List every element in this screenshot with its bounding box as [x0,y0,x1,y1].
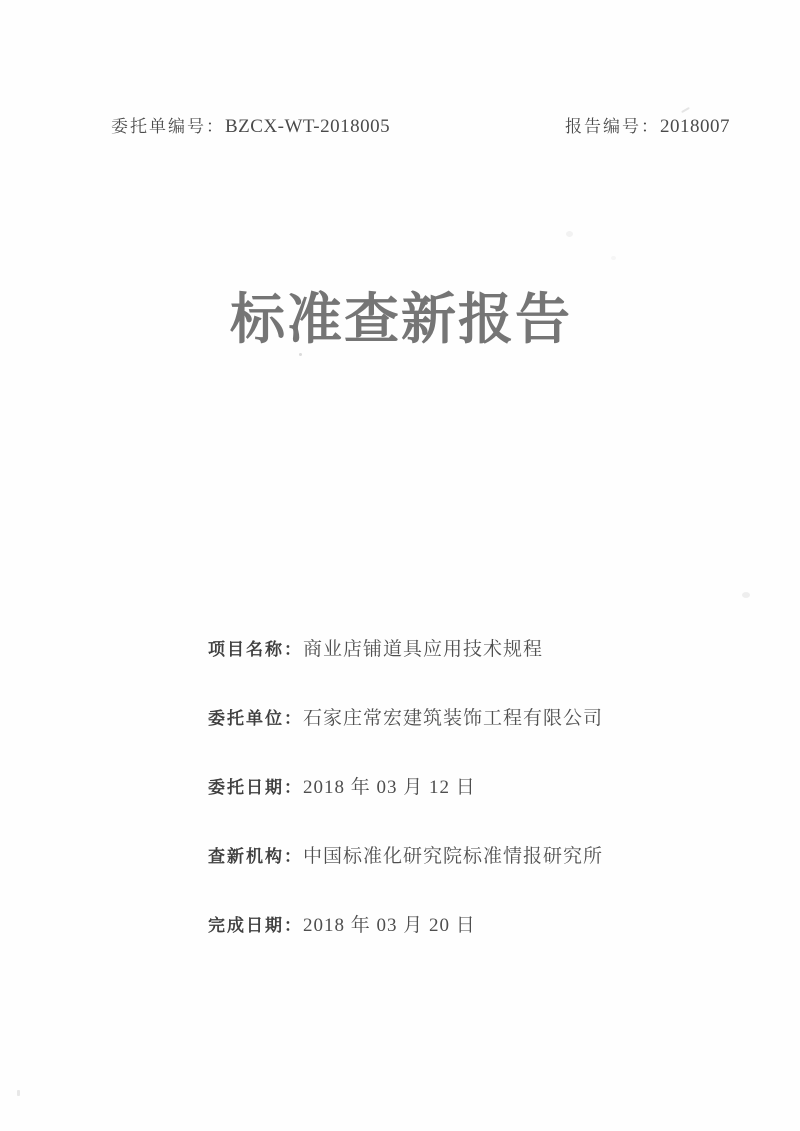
field-value: 中国标准化研究院标准情报研究所 [303,846,604,867]
scan-speckle [17,1090,20,1096]
scan-speckle [681,107,690,113]
scan-speckle [611,256,616,260]
field-row-client-org [208,709,603,730]
field-value: 商业店铺道具应用技术规程 [303,639,544,660]
report-title: 标准查新报告 [229,288,572,350]
field-label: 完成日期： [208,916,303,935]
document-header [111,116,730,138]
scan-speckle [742,592,750,598]
field-row-project-name [208,640,603,661]
report-number [565,116,730,138]
field-value: 2018 年 03 月 12 日 [303,777,476,798]
field-label: 项目名称： [208,640,303,659]
commission-order-number-value: BZCX-WT-2018005 [225,116,391,137]
field-label: 委托日期： [208,778,303,797]
field-row-commission-date [208,778,603,799]
field-value: 石家庄常宏建筑装饰工程有限公司 [303,708,604,729]
report-number-label: 报告编号： [565,117,660,136]
field-value: 2018 年 03 月 20 日 [303,915,476,936]
field-label: 委托单位： [208,709,303,728]
scan-speckle [566,231,573,237]
field-row-search-agency [208,847,603,868]
field-label: 查新机构： [208,847,303,866]
report-fields [208,640,603,985]
field-row-completion-date [208,916,603,937]
commission-order-number-label: 委托单编号： [111,117,225,136]
scan-speckle [299,353,302,356]
report-number-value: 2018007 [660,116,730,137]
commission-order-number [111,116,390,138]
